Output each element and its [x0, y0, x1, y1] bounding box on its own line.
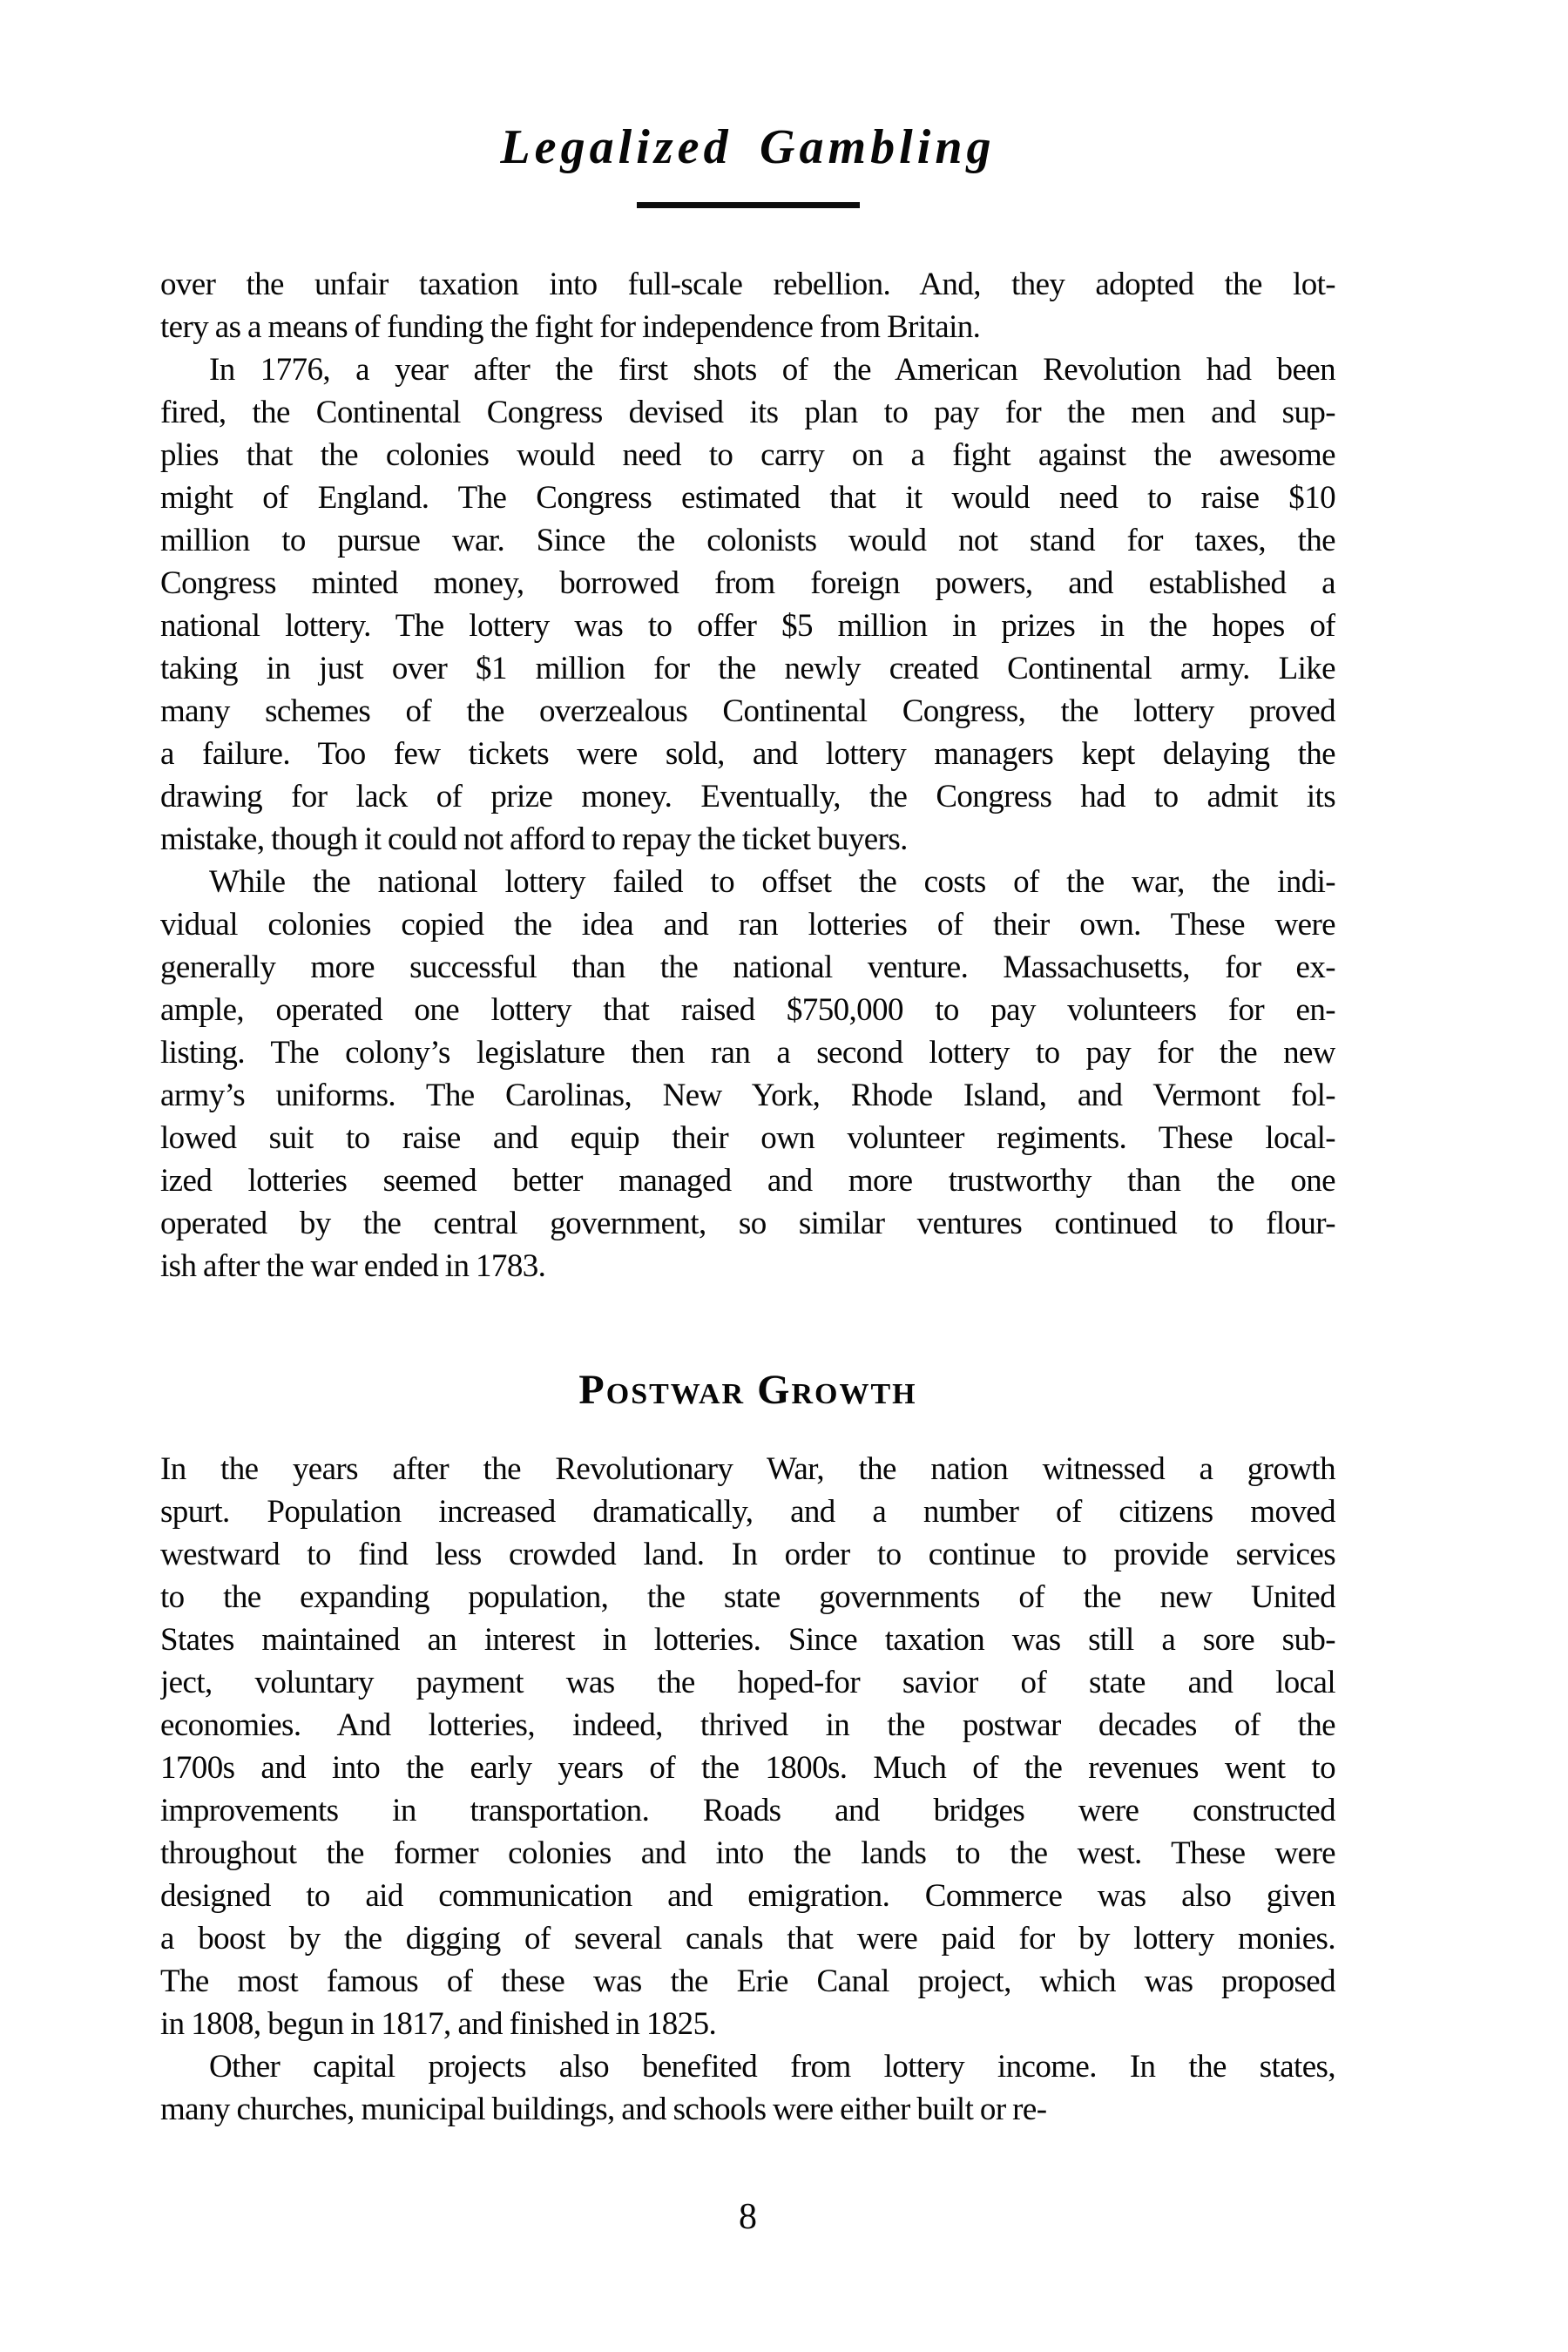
- text-line: national lottery. The lottery was to offer $5 million in prizes in the hopes of: [160, 608, 1335, 644]
- text-line: throughout the former colonies and into the lands to the west. These were: [160, 1835, 1335, 1871]
- text-line: ample, operated one lottery that raised $750,000 to pay volunteers for en-: [160, 992, 1335, 1028]
- paragraph: [160, 263, 1335, 348]
- page-body: [160, 263, 1335, 2131]
- text-line: many churches, municipal buildings, and schools were either built or re-: [160, 2092, 1047, 2127]
- text-line: States maintained an interest in lotteries. Since taxation was still a sore sub-: [160, 1622, 1335, 1658]
- text-line: drawing for lack of prize money. Eventually, the Congress had to admit its: [160, 779, 1335, 814]
- running-head-title: Legalized Gambling: [500, 120, 996, 174]
- text-line: tery as a means of funding the fight for independence from Britain.: [160, 309, 981, 345]
- paragraph: [160, 2045, 1335, 2131]
- text-line: ish after the war ended in 1783.: [160, 1248, 546, 1284]
- page-number: 8: [739, 2197, 757, 2237]
- text-line: mistake, though it could not afford to repay the ticket buyers.: [160, 821, 908, 857]
- text-line: in 1808, begun in 1817, and finished in 1825.: [160, 2006, 717, 2042]
- text-line: over the unfair taxation into full-scale rebellion. And, they adopted the lot-: [160, 267, 1335, 302]
- text-line: might of England. The Congress estimated that it would need to raise $10: [160, 480, 1335, 516]
- text-line: The most famous of these was the Erie Canal project, which was proposed: [160, 1963, 1335, 1999]
- text-line: taking in just over $1 million for the newly created Continental army. Like: [160, 651, 1335, 686]
- text-line: to the expanding population, the state governments of the new United: [160, 1579, 1335, 1615]
- text-line: a boost by the digging of several canals that were paid for by lottery monies.: [160, 1921, 1335, 1957]
- text-line: a failure. Too few tickets were sold, and lottery managers kept delaying the: [160, 736, 1335, 772]
- text-line: westward to find less crowded land. In order to continue to provide services: [160, 1537, 1335, 1572]
- text-line: vidual colonies copied the idea and ran lotteries of their own. These were: [160, 907, 1335, 943]
- paragraph: [160, 348, 1335, 861]
- title-divider-rule: [637, 202, 860, 208]
- text-line: lowed suit to raise and equip their own volunteer regiments. These local-: [160, 1120, 1335, 1156]
- text-line: generally more successful than the national venture. Massachusetts, for ex-: [160, 950, 1335, 985]
- text-line: ized lotteries seemed better managed and more trustworthy than the one: [160, 1163, 1335, 1199]
- text-line: designed to aid communication and emigration. Commerce was also given: [160, 1878, 1335, 1914]
- paragraph: [160, 861, 1335, 1288]
- text-line: 1700s and into the early years of the 1800s. Much of the revenues went to: [160, 1750, 1335, 1786]
- text-line: plies that the colonies would need to carry on a fight against the awesome: [160, 437, 1335, 473]
- text-line: In the years after the Revolutionary War, the nation witnessed a growth: [160, 1451, 1335, 1487]
- paragraph: [160, 1448, 1335, 2045]
- text-line: army’s uniforms. The Carolinas, New York, Rhode Island, and Vermont fol-: [160, 1078, 1335, 1113]
- text-line: many schemes of the overzealous Continental Congress, the lottery proved: [160, 693, 1335, 729]
- text-line: In 1776, a year after the first shots of the American Revolution had been: [209, 352, 1335, 388]
- text-line: operated by the central government, so similar ventures continued to flour-: [160, 1206, 1335, 1241]
- text-line: fired, the Continental Congress devised its plan to pay for the men and sup-: [160, 395, 1335, 430]
- text-line: Congress minted money, borrowed from foreign powers, and established a: [160, 565, 1335, 601]
- text-line: million to pursue war. Since the colonists would not stand for taxes, the: [160, 523, 1335, 558]
- text-line: ject, voluntary payment was the hoped-for savior of state and local: [160, 1665, 1335, 1700]
- text-line: While the national lottery failed to offset the costs of the war, the indi-: [209, 864, 1335, 900]
- text-line: listing. The colony’s legislature then ran a second lottery to pay for the new: [160, 1035, 1335, 1071]
- section-heading: Postwar Growth: [578, 1367, 917, 1413]
- text-line: economies. And lotteries, indeed, thrived in the postwar decades of the: [160, 1707, 1335, 1743]
- text-line: spurt. Population increased dramatically, and a number of citizens moved: [160, 1494, 1335, 1530]
- text-line: Other capital projects also benefited from lottery income. In the states,: [209, 2049, 1335, 2085]
- text-line: improvements in transportation. Roads and bridges were constructed: [160, 1793, 1335, 1828]
